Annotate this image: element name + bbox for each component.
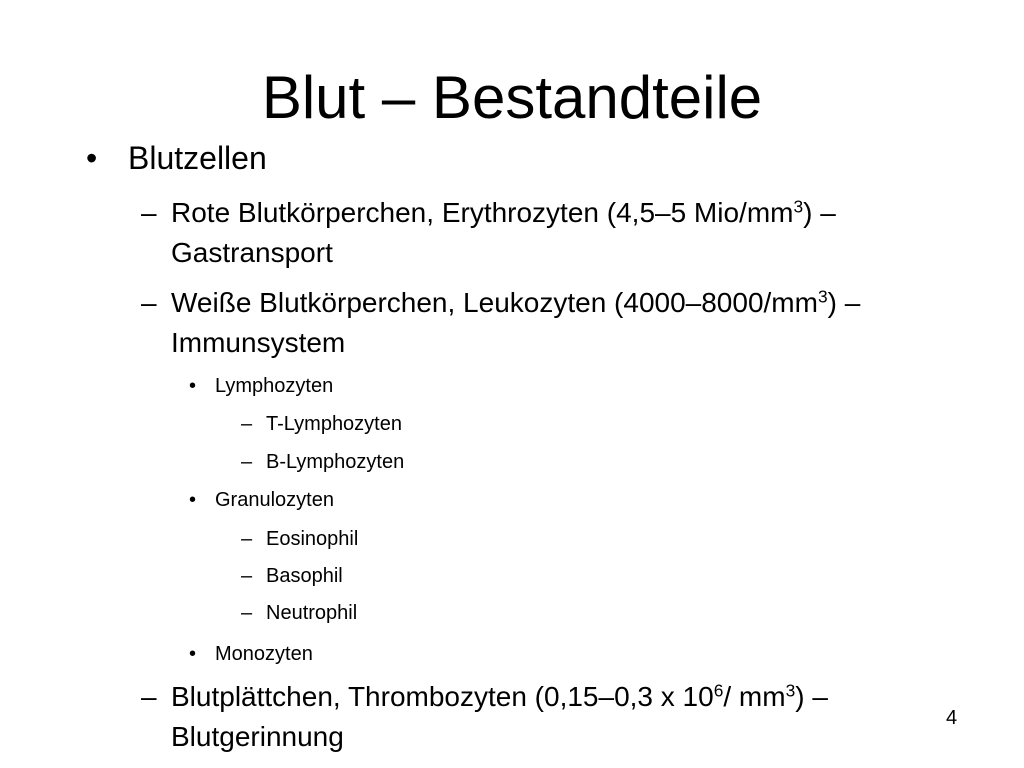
dash-marker: – [241,602,253,624]
item-t-lymphozyten: T-Lymphozyten [266,413,402,435]
white-cells-text-end: ) – [827,287,861,318]
white-cells-continuation: Immunsystem [171,327,346,358]
item-white-blood-cells [171,286,860,320]
platelets-text-end: ) – [795,681,828,712]
platelets-superscript-unit: 3 [785,680,796,701]
item-monozyten: Monozyten [215,643,313,665]
item-red-blood-cells [171,196,836,230]
item-b-lymphozyten: B-Lymphozyten [266,451,405,473]
platelets-continuation: Blutgerinnung [171,721,344,752]
platelets-text: Blutplättchen, Thrombozyten (0,15–0,3 x 10 [171,681,714,712]
bullet-blutzellen: Blutzellen [128,140,267,176]
platelets-text-unit: / mm [723,681,786,712]
page-number: 4 [946,707,958,729]
item-granulozyten: Granulozyten [215,489,334,511]
item-neutrophil: Neutrophil [266,602,358,624]
item-eosinophil: Eosinophil [266,528,359,550]
bullet-marker: • [189,643,197,665]
dash-marker: – [241,565,253,587]
item-platelets [171,680,828,714]
bullet-marker: • [189,489,197,511]
red-cells-text-end: ) – [803,197,836,228]
red-cells-text: Rote Blutkörperchen, Erythrozyten (4,5–5 Mio/mm [171,197,794,228]
item-basophil: Basophil [266,565,343,587]
red-cells-continuation: Gastransport [171,237,333,268]
white-cells-text: Weiße Blutkörperchen, Leukozyten (4000–8000/mm [171,287,818,318]
bullet-marker: • [86,140,98,176]
dash-marker: – [241,528,253,550]
bullet-marker: • [189,375,197,397]
white-cells-superscript: 3 [817,286,828,307]
item-lymphozyten: Lymphozyten [215,375,334,397]
slide-title: Blut – Bestandteile [261,64,763,131]
red-cells-superscript: 3 [793,196,804,217]
dash-marker: – [141,287,157,318]
dash-marker: – [141,197,157,228]
dash-marker: – [141,681,157,712]
platelets-superscript-exp: 6 [713,680,724,701]
dash-marker: – [241,451,253,473]
dash-marker: – [241,413,253,435]
